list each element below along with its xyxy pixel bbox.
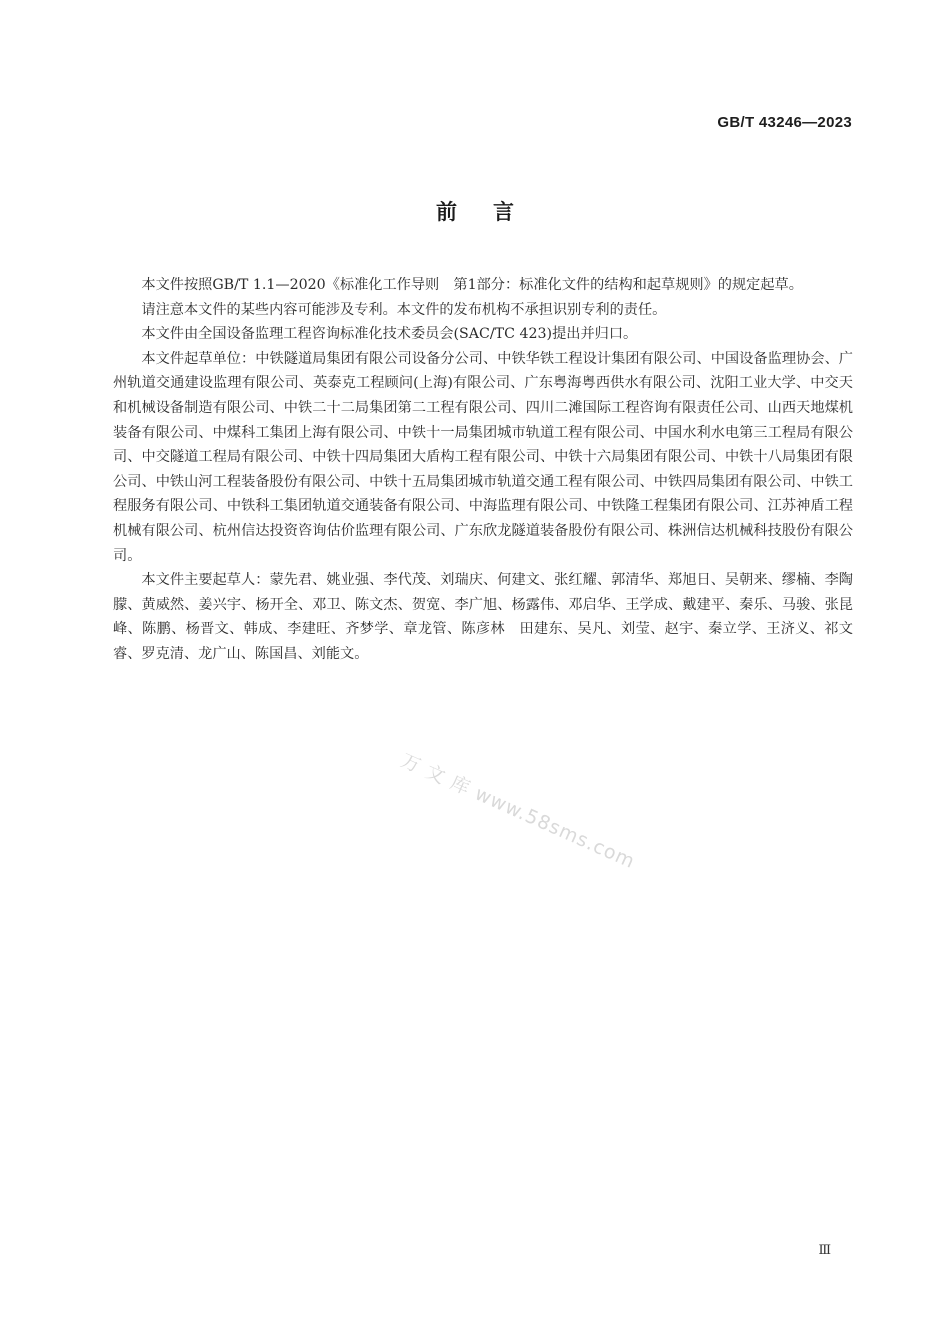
watermark: 万 文 库 www.58sms.com xyxy=(397,749,639,874)
foreword-body xyxy=(113,273,853,667)
standard-number: GB/T 43246—2023 xyxy=(717,114,852,131)
paragraph-patent-notice: 请注意本文件的某些内容可能涉及专利。本文件的发布机构不承担识别专利的责任。 xyxy=(141,301,667,318)
paragraph-drafting-units: 本文件起草单位：中铁隧道局集团有限公司设备分公司、中铁华铁工程设计集团有限公司、中国设备监理协会、广州轨道交通建设监理有限公司、英泰克工程顾问(上海)有限公司、广东粤海粤西供水有限公司、沈阳工业大学、中交天和机械设备制造有限公司、中铁二十二局集团第二工程有限公司、四川二滩国际工程咨询有限责任公司、山西天地煤机装备有限公司、中煤科工集团上海有限公司、中铁十一局集团城市轨道工程有限公司、中国水利水电第三工程局有限公司、中交隧道工程局有限公司、中铁十四局集团大盾构工程有限公司、中铁十六局集团有限公司、中铁十八局集团有限公司、中铁山河工程装备股份有限公司、中铁十五局集团城市轨道交通工程有限公司、中铁四局集团有限公司、中铁工程服务有限公司、中铁科工集团轨道交通装备有限公司、中海监理有限公司、中铁隆工程集团有限公司、江苏神盾工程机械有限公司、杭州信达投资咨询估价监理有限公司、广东欣龙隧道装备股份有限公司、株洲信达机械科技股份有限公司。 xyxy=(113,350,853,564)
page-title: 前言 xyxy=(436,200,550,224)
paragraph-proposer: 本文件由全国设备监理工程咨询标准化技术委员会(SAC/TC 423)提出并归口。 xyxy=(141,326,638,343)
page-number: Ⅲ xyxy=(818,1242,831,1257)
paragraph-drafting-rules: 本文件按照GB/T 1.1—2020《标准化工作导则 第1部分：标准化文件的结构和起草规则》的规定起草。 xyxy=(141,277,803,293)
paragraph-drafters: 本文件主要起草人：蒙先君、姚业强、李代茂、刘瑞庆、何建文、张红耀、郭清华、郑旭日、吴朝来、缪楠、李陶朦、黄威然、姜兴宇、杨开全、邓卫、陈文杰、贺宽、李广旭、杨露伟、邓启华、王学成、戴建平、秦乐、马骏、张昆峰、陈鹏、杨晋文、韩成、李建旺、齐梦学、章龙管、陈彦林 田建东、吴凡、刘莹、赵宇、秦立学、王济义、祁文睿、罗克清、龙广山、陈国昌、刘能文。 xyxy=(113,572,853,662)
